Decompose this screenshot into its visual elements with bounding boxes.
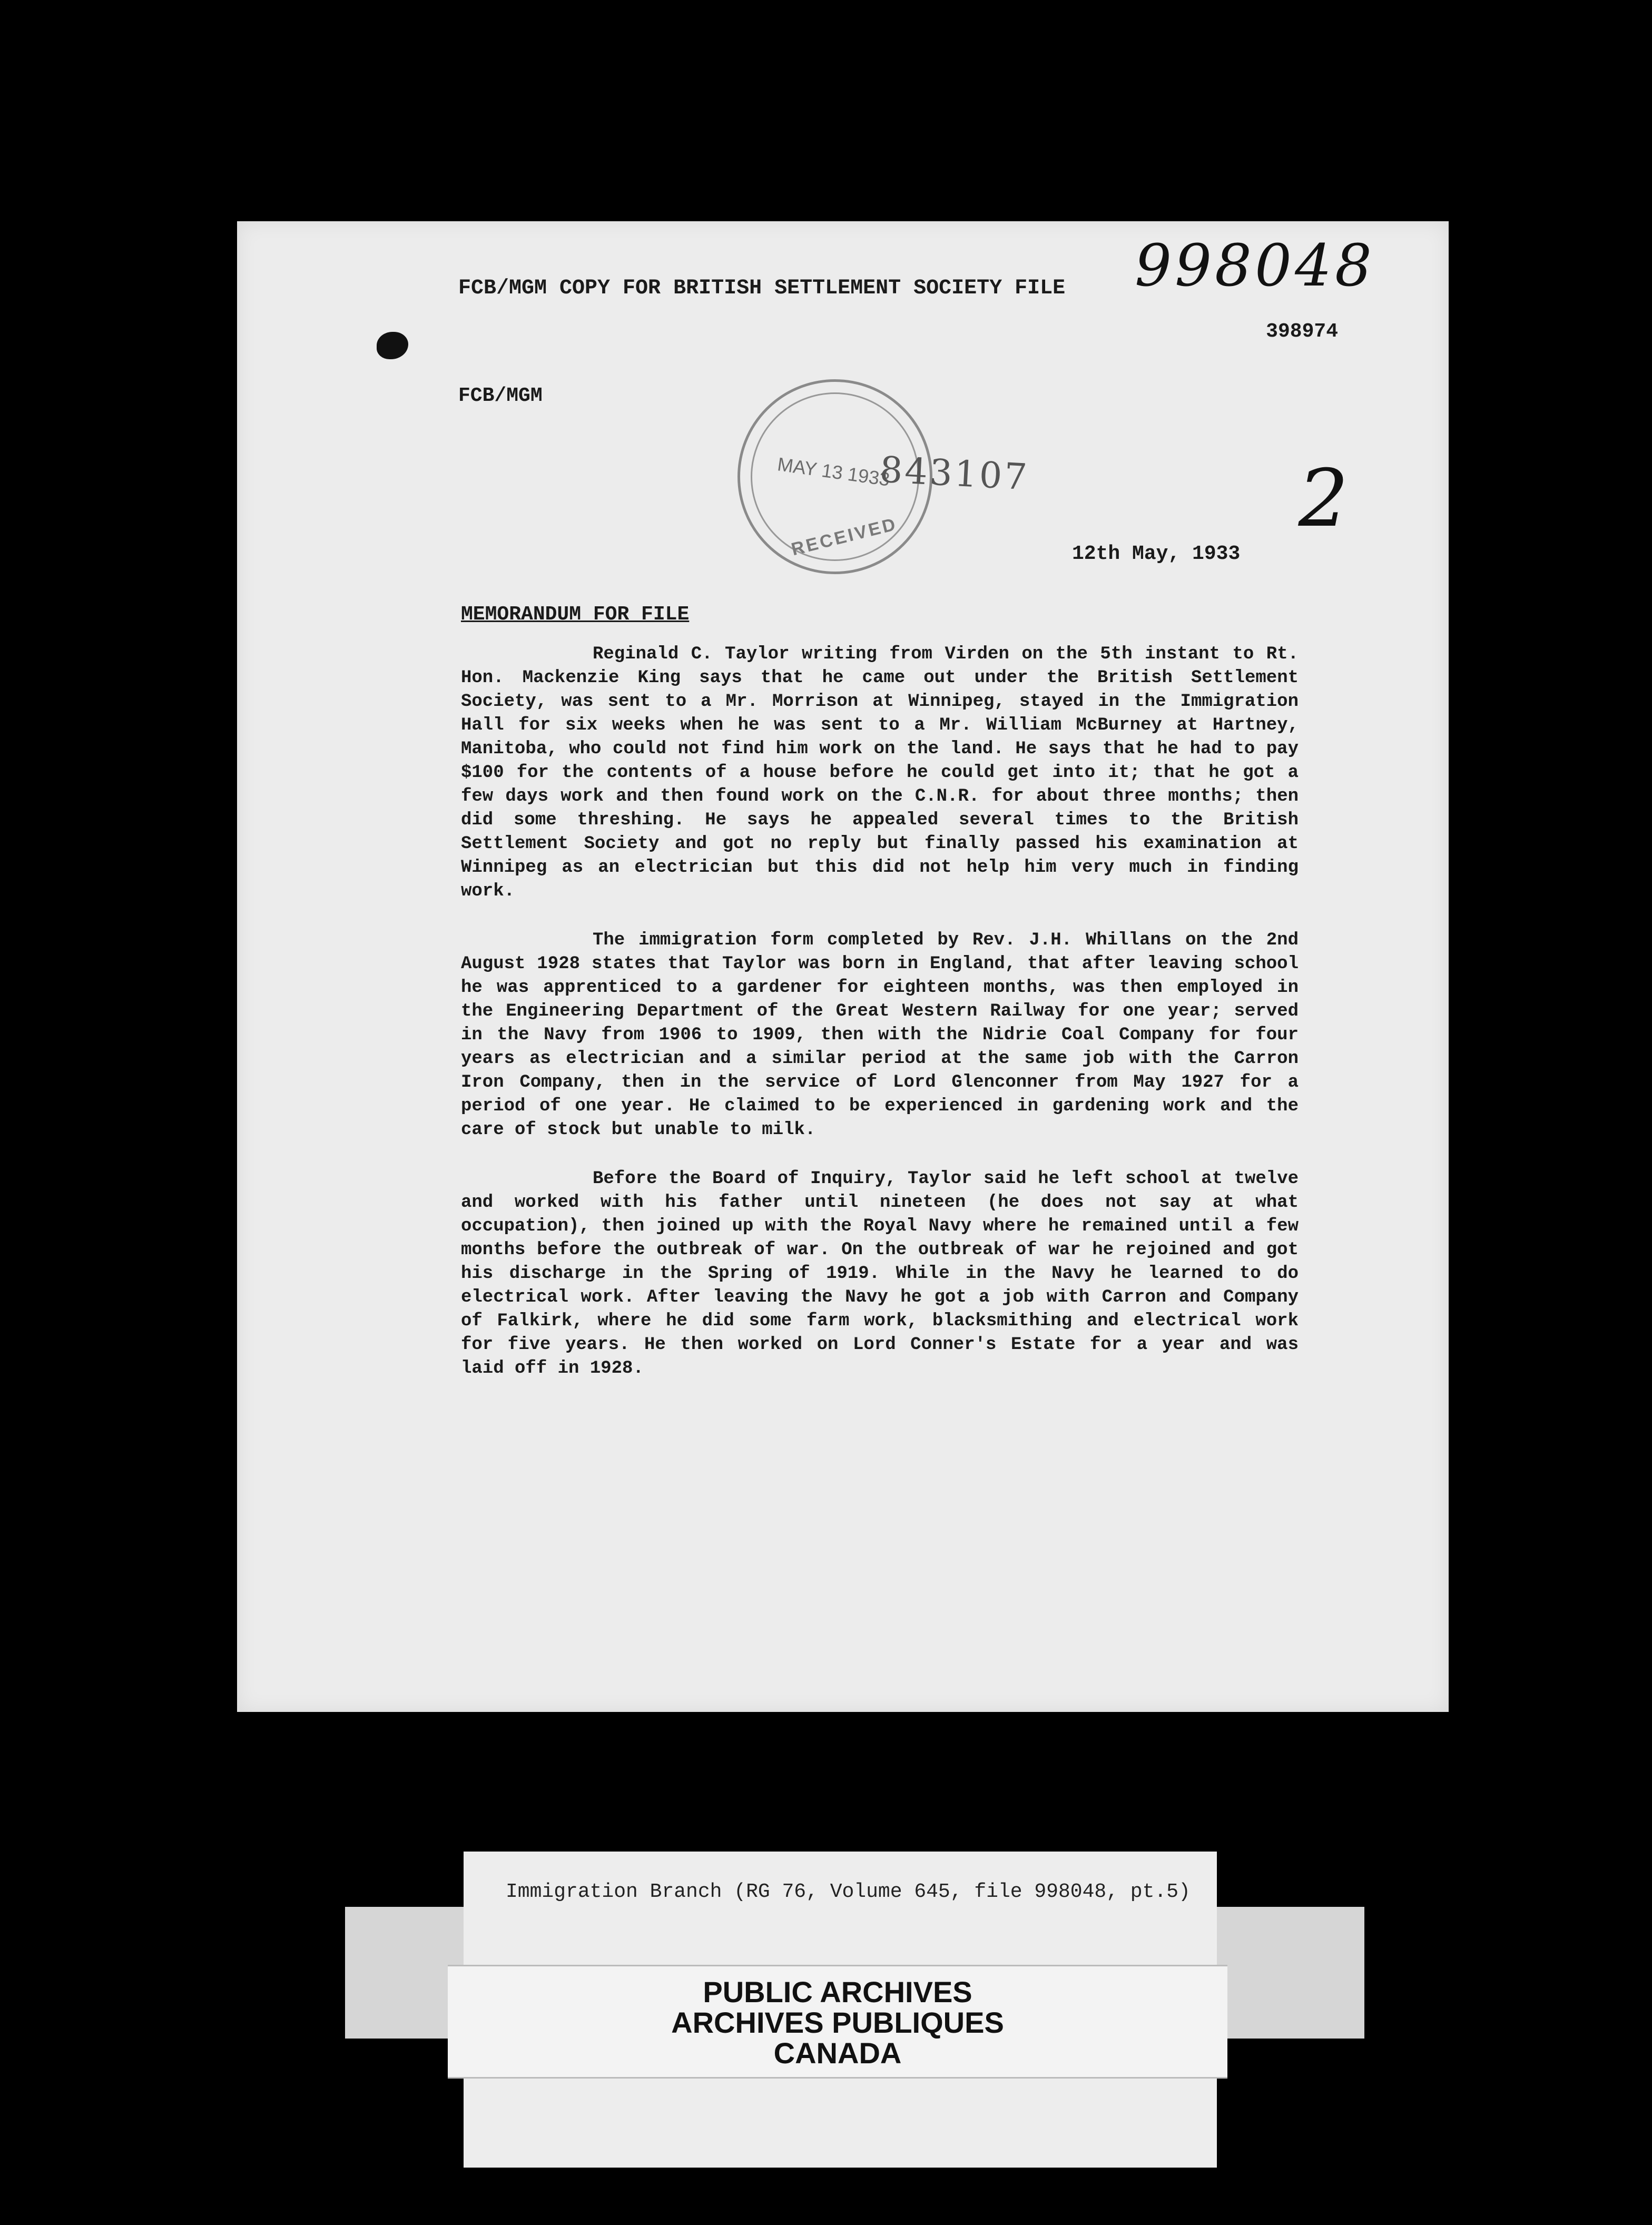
handwritten-file-number: 998048	[1135, 232, 1375, 299]
paragraph-2: The immigration form completed by Rev. J.H. Whillans on the 2nd August 1928 states that Taylor was born in England, that after leaving school he was apprenticed to a gardener for eighteen months, was then employed in the Engineering Department of the Great Western Railway for one year; served in the Navy from 1906 to 1909, then with the Nidrie Coal Company for four years as electrician and a similar period at the same job with the Carron Iron Company, then in the service of Lord Glenconner from May 1927 for a period of one year. He claimed to be experienced in gardening work and the care of stock but unable to milk.	[461, 930, 1299, 1140]
archive-label	[464, 1852, 1217, 2168]
reference-initials: FCB/MGM	[458, 385, 543, 407]
archive-tape	[448, 1965, 1227, 2079]
ink-blot	[377, 332, 408, 359]
memo-page	[237, 221, 1449, 1712]
stamp-label: RECEIVED	[789, 514, 900, 560]
archive-stamp	[448, 1977, 1227, 2069]
file-number: 398974	[1266, 320, 1338, 343]
handwritten-mark: 2	[1298, 453, 1349, 545]
memo-title: MEMORANDUM FOR FILE	[461, 603, 690, 626]
memo-date: 12th May, 1933	[1072, 543, 1241, 565]
paragraph-1: Reginald C. Taylor writing from Virden on the 5th instant to Rt. Hon. Mackenzie King says that he came out under the British Settlement Society, was sent to a Mr. Morrison at Winnipeg, stayed in the Immigration Hall for six weeks when he was sent to a Mr. William McBurney at Hartney, Manitoba, who could not find him work on the land. He says that he had to pay $100 for the contents of a house before he could get into it; that he got a few days work and then found work on the C.N.R. for about three months; then did some threshing. He says he appealed several times to the British Settlement Society and got no reply but finally passed his examination at Winnipeg as an electrician but this did not help him very much in finding work.	[461, 644, 1299, 901]
memo-body	[461, 643, 1299, 1406]
copy-header: FCB/MGM COPY FOR BRITISH SETTLEMENT SOCIETY FILE	[458, 277, 1066, 300]
archive-line-2: ARCHIVES PUBLIQUES	[671, 2006, 1004, 2039]
archive-reference: Immigration Branch (RG 76, Volume 645, file 998048, pt.5)	[506, 1881, 1191, 1903]
archive-line-3: CANADA	[773, 2036, 902, 2070]
paragraph-3: Before the Board of Inquiry, Taylor said he left school at twelve and worked with his father until nineteen (he does not say at what occupation), then joined up with the Royal Navy where he remained until a few months before the outbreak of war. On the outbreak of war he rejoined and got his discharge in the Spring of 1919. While in the Navy he learned to do electrical work. After leaving the Navy he got a job with Carron and Company of Falkirk, where he did some farm work, blacksmithing and electrical work for five years. He then worked on Lord Conner's Estate for a year and was laid off in 1928.	[461, 1169, 1299, 1379]
archive-line-1: PUBLIC ARCHIVES	[703, 1975, 972, 2009]
archive-label-right-flap	[1206, 1907, 1364, 2039]
stamp-serial: 843107	[879, 449, 1030, 499]
stamp-date: MAY 13 1933	[776, 453, 891, 490]
